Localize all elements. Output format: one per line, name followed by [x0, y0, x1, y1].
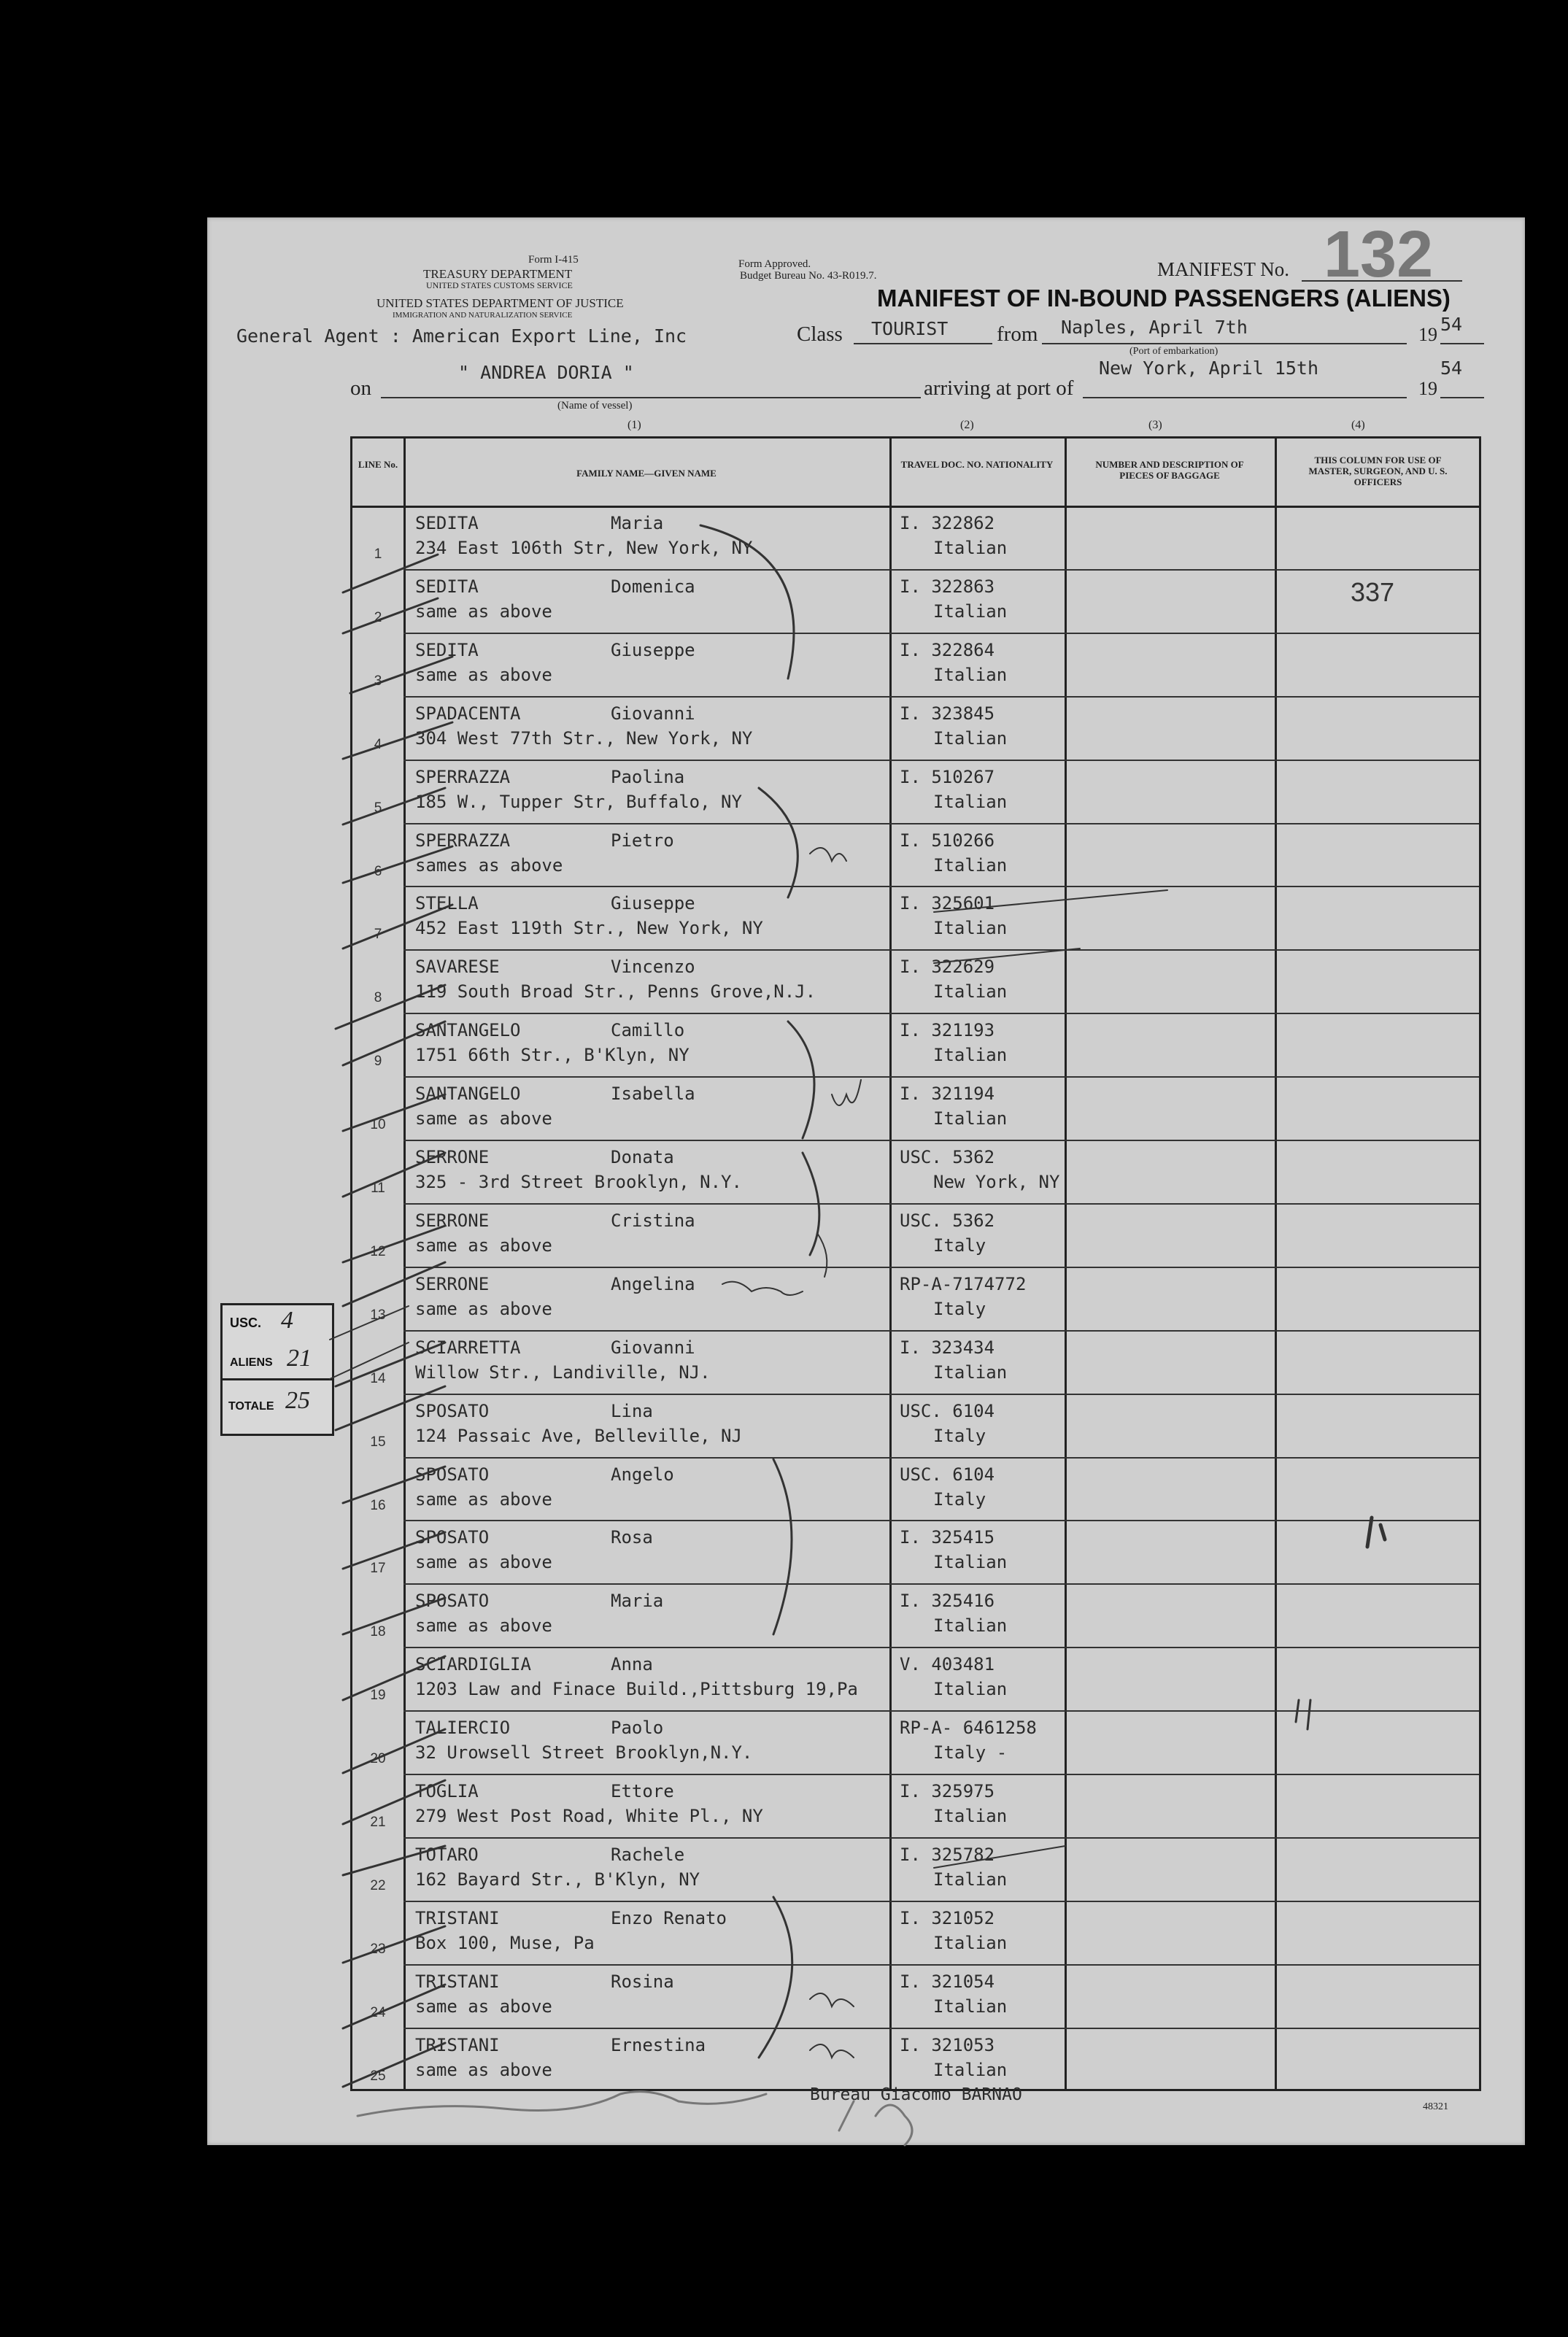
travel-doc: I. 322629 — [900, 957, 995, 978]
travel-doc: USC. 5362 — [900, 1147, 995, 1167]
aliens-label: ALIENS — [230, 1356, 273, 1369]
family-name: SAVARESE — [415, 957, 500, 978]
from-value: Naples, April 7th — [1061, 317, 1248, 338]
travel-doc: I. 323434 — [900, 1337, 995, 1358]
address: 124 Passaic Ave, Belleville, NJ — [415, 1425, 742, 1446]
address: 279 West Post Road, White Pl., NY — [415, 1806, 763, 1826]
line-number: 23 — [370, 1941, 386, 1957]
family-name: SEDITA — [415, 513, 479, 533]
line-number: 8 — [374, 990, 382, 1006]
given-name: Paolina — [611, 766, 685, 787]
given-name: Giovanni — [611, 1337, 695, 1358]
from-year-prefix: 19 — [1418, 324, 1437, 345]
given-name: Angelo — [611, 1464, 674, 1485]
address: 325 - 3rd Street Brooklyn, N.Y. — [415, 1172, 742, 1192]
nationality: Italian — [933, 1615, 1008, 1637]
given-name: Cristina — [611, 1210, 695, 1231]
travel-doc: I. 325601 — [900, 893, 995, 914]
family-name: SPERRAZZA — [415, 830, 511, 851]
usc-label: USC. — [230, 1316, 262, 1330]
header-doc: TRAVEL DOC. NO. NATIONALITY — [900, 459, 1054, 470]
family-name: SANTANGELO — [415, 1083, 521, 1105]
travel-doc: I. 510267 — [900, 766, 995, 787]
given-name: Maria — [611, 1591, 664, 1612]
line-number: 4 — [374, 736, 382, 752]
address: same as above — [415, 1235, 552, 1256]
travel-doc: I. 325416 — [900, 1591, 995, 1612]
family-name: SCIARRETTA — [415, 1337, 521, 1358]
given-name: Ernestina — [611, 2034, 706, 2055]
family-name: TRISTANI — [415, 1907, 500, 1928]
family-name: TOGLIA — [415, 1781, 479, 1801]
nationality: Italian — [933, 1045, 1008, 1066]
family-name: TALIERCIO — [415, 1718, 511, 1739]
arriving-value: New York, April 15th — [1099, 358, 1319, 379]
nationality: Italian — [933, 538, 1008, 558]
address: 452 East 119th Str., New York, NY — [415, 918, 763, 939]
vessel-name: " ANDREA DORIA " — [458, 362, 634, 383]
line-number: 7 — [374, 927, 382, 943]
total-label: TOTALE — [228, 1400, 274, 1413]
address: 162 Bayard Str., B'Klyn, NY — [415, 1869, 700, 1890]
nationality: New York, NY — [933, 1172, 1060, 1192]
usc-value: 4 — [281, 1307, 293, 1334]
col-3-number: (3) — [1148, 419, 1162, 431]
family-name: STELLA — [415, 893, 479, 914]
family-name: SEDITA — [415, 576, 479, 597]
address: 185 W., Tupper Str, Buffalo, NY — [415, 791, 742, 812]
family-name: SANTANGELO — [415, 1020, 521, 1041]
nationality: Italian — [933, 1552, 1008, 1573]
nationality: Italian — [933, 600, 1008, 622]
nationality: Italy — [933, 1235, 986, 1256]
family-name: SERRONE — [415, 1273, 490, 1294]
given-name: Camillo — [611, 1020, 685, 1041]
line-number: 20 — [370, 1751, 386, 1767]
line-number: 6 — [374, 863, 382, 879]
line-number: 11 — [371, 1181, 385, 1196]
line-number: 18 — [370, 1624, 386, 1640]
family-name: SPOSATO — [415, 1464, 490, 1485]
given-name: Enzo Renato — [611, 1907, 727, 1928]
nationality: Italian — [933, 791, 1008, 812]
manifest-number-stamp: 132 — [1324, 218, 1434, 291]
vessel-caption: (Name of vessel) — [557, 400, 633, 412]
address: 32 Urowsell Street Brooklyn,N.Y. — [415, 1742, 753, 1764]
given-name: Rosa — [611, 1527, 653, 1548]
travel-doc: I. 321054 — [900, 1971, 995, 1992]
family-name: TOTARO — [415, 1844, 479, 1865]
travel-doc: USC. 6104 — [900, 1400, 995, 1421]
travel-doc: I. 323845 — [900, 703, 995, 724]
arriving-label: arriving at port of — [924, 376, 1074, 400]
address: 1203 Law and Finace Build.,Pittsburg 19,Pa — [415, 1679, 858, 1700]
address: sames as above — [415, 854, 563, 876]
line-number: 25 — [370, 2068, 386, 2084]
justice-label: UNITED STATES DEPARTMENT OF JUSTICE — [376, 296, 624, 310]
col-2-number: (2) — [960, 419, 974, 431]
nationality: Italian — [933, 1679, 1008, 1700]
given-name: Paolo — [611, 1718, 664, 1739]
header-name: FAMILY NAME—GIVEN NAME — [576, 468, 717, 479]
col-4-number: (4) — [1351, 419, 1365, 431]
nationality: Italian — [933, 1361, 1008, 1383]
nationality: Italian — [933, 1996, 1008, 2017]
line-number: 21 — [370, 1815, 386, 1830]
aliens-value: 21 — [287, 1345, 312, 1372]
travel-doc: V. 403481 — [900, 1654, 995, 1675]
header-line-no: LINE No. — [358, 459, 398, 470]
nationality: Italian — [933, 981, 1008, 1003]
given-name: Lina — [611, 1400, 653, 1421]
family-name: SEDITA — [415, 639, 479, 660]
header-baggage: NUMBER AND DESCRIPTION OF PIECES OF BAGGAGE — [1095, 459, 1244, 481]
given-name: Pietro — [611, 830, 674, 851]
address: same as above — [415, 1298, 552, 1319]
travel-doc: I. 322864 — [900, 639, 995, 660]
nationality: Italian — [933, 2059, 1008, 2080]
travel-doc: I. 321052 — [900, 1907, 995, 1928]
address: Box 100, Muse, Pa — [415, 1932, 595, 1953]
travel-doc: I. 325782 — [900, 1844, 995, 1865]
nationality: Italian — [933, 1869, 1008, 1890]
customs-label: UNITED STATES CUSTOMS SERVICE — [426, 280, 573, 290]
general-agent: General Agent : American Export Line, Inc — [236, 325, 687, 347]
line-number: 24 — [370, 2004, 386, 2020]
nationality: Italy — [933, 1298, 986, 1319]
line-number: 10 — [370, 1117, 386, 1133]
address: same as above — [415, 1488, 552, 1510]
given-name: Angelina — [611, 1273, 695, 1294]
ins-label: IMMIGRATION AND NATURALIZATION SERVICE — [393, 311, 573, 320]
nationality: Italian — [933, 918, 1008, 939]
total-value: 25 — [285, 1387, 310, 1414]
travel-doc: I. 325415 — [900, 1527, 995, 1548]
manifest-no-label: MANIFEST No. — [1157, 258, 1290, 280]
address: Willow Str., Landiville, NJ. — [415, 1361, 711, 1383]
given-name: Ettore — [611, 1781, 674, 1801]
address: same as above — [415, 1615, 552, 1637]
given-name: Rachele — [611, 1844, 685, 1865]
arriving-year: 54 — [1440, 358, 1463, 379]
nationality: Italy - — [933, 1742, 1008, 1764]
address: 234 East 106th Str, New York, NY — [415, 538, 753, 558]
line-number: 19 — [370, 1688, 386, 1704]
line-number: 12 — [370, 1243, 386, 1259]
footer-signature-text: Bureau Giacomo BARNAO — [810, 2085, 1022, 2104]
family-name: SPOSATO — [415, 1591, 490, 1612]
family-name: TRISTANI — [415, 2034, 500, 2055]
given-name: Isabella — [611, 1083, 695, 1105]
line-number: 5 — [374, 800, 382, 816]
class-label: Class — [797, 322, 843, 346]
family-name: SERRONE — [415, 1147, 490, 1167]
nationality: Italian — [933, 1108, 1008, 1129]
family-name: SPOSATO — [415, 1400, 490, 1421]
travel-doc: USC. 6104 — [900, 1464, 995, 1485]
family-name: SERRONE — [415, 1210, 490, 1231]
budget-number: Budget Bureau No. 43-R019.7. — [740, 270, 877, 282]
line-number: 22 — [370, 1877, 386, 1893]
address: 119 South Broad Str., Penns Grove,N.J. — [415, 981, 816, 1003]
form-approved: Form Approved. — [738, 258, 811, 270]
travel-doc: I. 321194 — [900, 1083, 995, 1105]
class-value: TOURIST — [871, 318, 949, 339]
address: same as above — [415, 1996, 552, 2017]
nationality: Italian — [933, 854, 1008, 876]
given-name: Domenica — [611, 576, 695, 597]
given-name: Anna — [611, 1654, 653, 1675]
col-1-number: (1) — [627, 419, 641, 431]
line-number: 1 — [374, 546, 382, 562]
manifest-title: MANIFEST OF IN-BOUND PASSENGERS (ALIENS) — [877, 285, 1451, 312]
from-year: 54 — [1440, 314, 1463, 335]
address: same as above — [415, 1552, 552, 1573]
nationality: Italian — [933, 1806, 1008, 1826]
line-number: 16 — [370, 1497, 386, 1513]
line-number: 2 — [374, 609, 382, 625]
given-name: Giovanni — [611, 703, 695, 724]
travel-doc: I. 510266 — [900, 830, 995, 851]
address: same as above — [415, 600, 552, 622]
footer-code: 48321 — [1423, 2101, 1448, 2112]
treasury-label: TREASURY DEPARTMENT — [423, 267, 573, 281]
on-label: on — [350, 376, 371, 400]
family-name: SPADACENTA — [415, 703, 521, 724]
given-name: Maria — [611, 513, 664, 533]
travel-doc: RP-A- 6461258 — [900, 1718, 1037, 1739]
line-number: 14 — [370, 1370, 386, 1386]
header-officers: THIS COLUMN FOR USE OF MASTER, SURGEON, AND U. S. OFFICERS — [1308, 455, 1448, 487]
from-label: from — [997, 322, 1038, 346]
given-name: Rosina — [611, 1971, 674, 1992]
travel-doc: RP-A-7174772 — [900, 1273, 1027, 1294]
travel-doc: I. 321193 — [900, 1020, 995, 1041]
nationality: Italian — [933, 664, 1008, 685]
address: 1751 66th Str., B'Klyn, NY — [415, 1045, 690, 1066]
line-number: 9 — [374, 1054, 382, 1070]
travel-doc: USC. 5362 — [900, 1210, 995, 1231]
family-name: SCIARDIGLIA — [415, 1654, 531, 1675]
address: same as above — [415, 664, 552, 685]
nationality: Italy — [933, 1425, 986, 1446]
given-name: Giuseppe — [611, 639, 695, 660]
line-number: 13 — [370, 1307, 386, 1323]
family-name: SPERRAZZA — [415, 766, 511, 787]
address: 304 West 77th Str., New York, NY — [415, 727, 753, 749]
form-number: Form I-415 — [528, 254, 579, 266]
line-number: 17 — [370, 1561, 386, 1577]
address: same as above — [415, 2059, 552, 2080]
line-number: 15 — [370, 1434, 386, 1450]
nationality: Italian — [933, 727, 1008, 749]
port-caption: (Port of embarkation) — [1129, 346, 1219, 357]
address: same as above — [415, 1108, 552, 1129]
officer-note: 337 — [1351, 577, 1395, 607]
line-number: 3 — [374, 673, 382, 689]
travel-doc: I. 325975 — [900, 1781, 995, 1801]
given-name: Vincenzo — [611, 957, 695, 978]
arriving-year-prefix: 19 — [1418, 378, 1437, 399]
family-name: TRISTANI — [415, 1971, 500, 1992]
family-name: SPOSATO — [415, 1527, 490, 1548]
given-name: Giuseppe — [611, 893, 695, 914]
travel-doc: I. 321053 — [900, 2034, 995, 2055]
given-name: Donata — [611, 1147, 674, 1167]
nationality: Italy — [933, 1488, 986, 1510]
travel-doc: I. 322862 — [900, 513, 995, 533]
travel-doc: I. 322863 — [900, 576, 995, 597]
nationality: Italian — [933, 1932, 1008, 1953]
